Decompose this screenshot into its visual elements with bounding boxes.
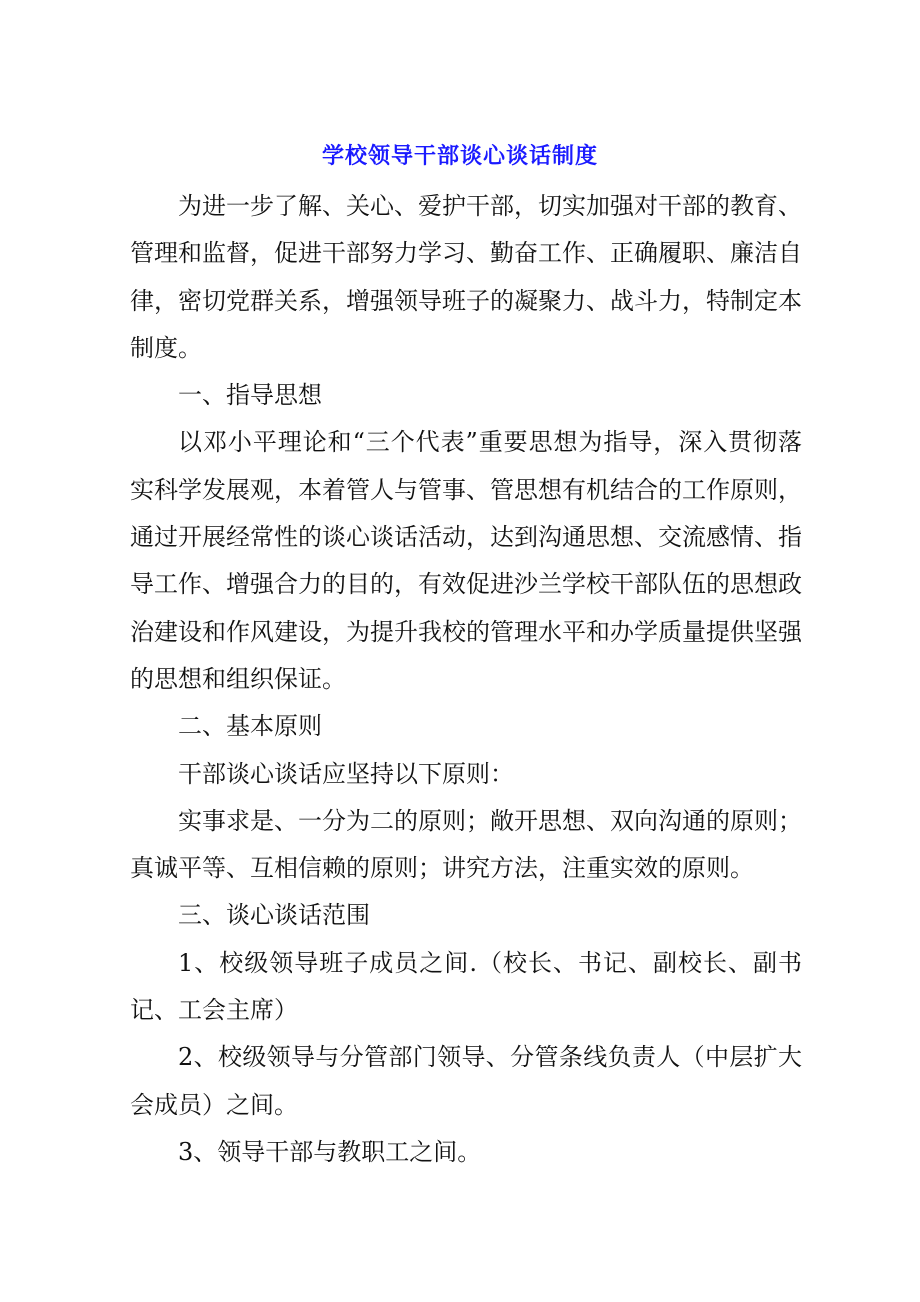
guiding-ideology-paragraph: 以邓小平理论和“三个代表”重要思想为指导，深入贯彻落实科学发展观，本着管人与管事、管思想有机结合的工作原则，通过开展经常性的谈心谈话活动，达到沟通思想、交流感情、指导工作、增强合力的目的，有效促进沙兰学校干部队伍的思想政治建设和作风建设，为提升我校的管理水平和办学质量提供坚强的思想和组织保证。: [130, 428, 802, 693]
document-body: [130, 183, 802, 1176]
scope-item-3: 3、领导干部与教职工之间。: [178, 1137, 482, 1166]
document-title: 学校领导干部谈心谈话制度: [321, 144, 598, 169]
scope-item-2: 2、校级领导与分管部门领导、分管条线负责人（中层扩大会成员）之间。: [130, 1043, 802, 1119]
section-heading-scope: 三、谈心谈话范围: [178, 901, 370, 930]
principles-intro-paragraph: 干部谈心谈话应坚持以下原则：: [178, 759, 514, 788]
section-heading-basic-principles: 二、基本原则: [178, 712, 322, 741]
scope-item-1: 1、校级领导班子成员之间.（校长、书记、副校长、副书记、工会主席）: [130, 948, 802, 1025]
intro-paragraph: 为进一步了解、关心、爱护干部，切实加强对干部的教育、管理和监督，促进干部努力学习、勤奋工作、正确履职、廉洁自律，密切党群关系，增强领导班子的凝聚力、战斗力，特制定本制度。: [130, 192, 802, 362]
section-heading-guiding-ideology: 一、指导思想: [178, 381, 322, 410]
principles-list-paragraph: 实事求是、一分为二的原则；敞开思想、双向沟通的原则；真诚平等、互相信赖的原则；讲究方法，注重实效的原则。: [130, 806, 802, 883]
